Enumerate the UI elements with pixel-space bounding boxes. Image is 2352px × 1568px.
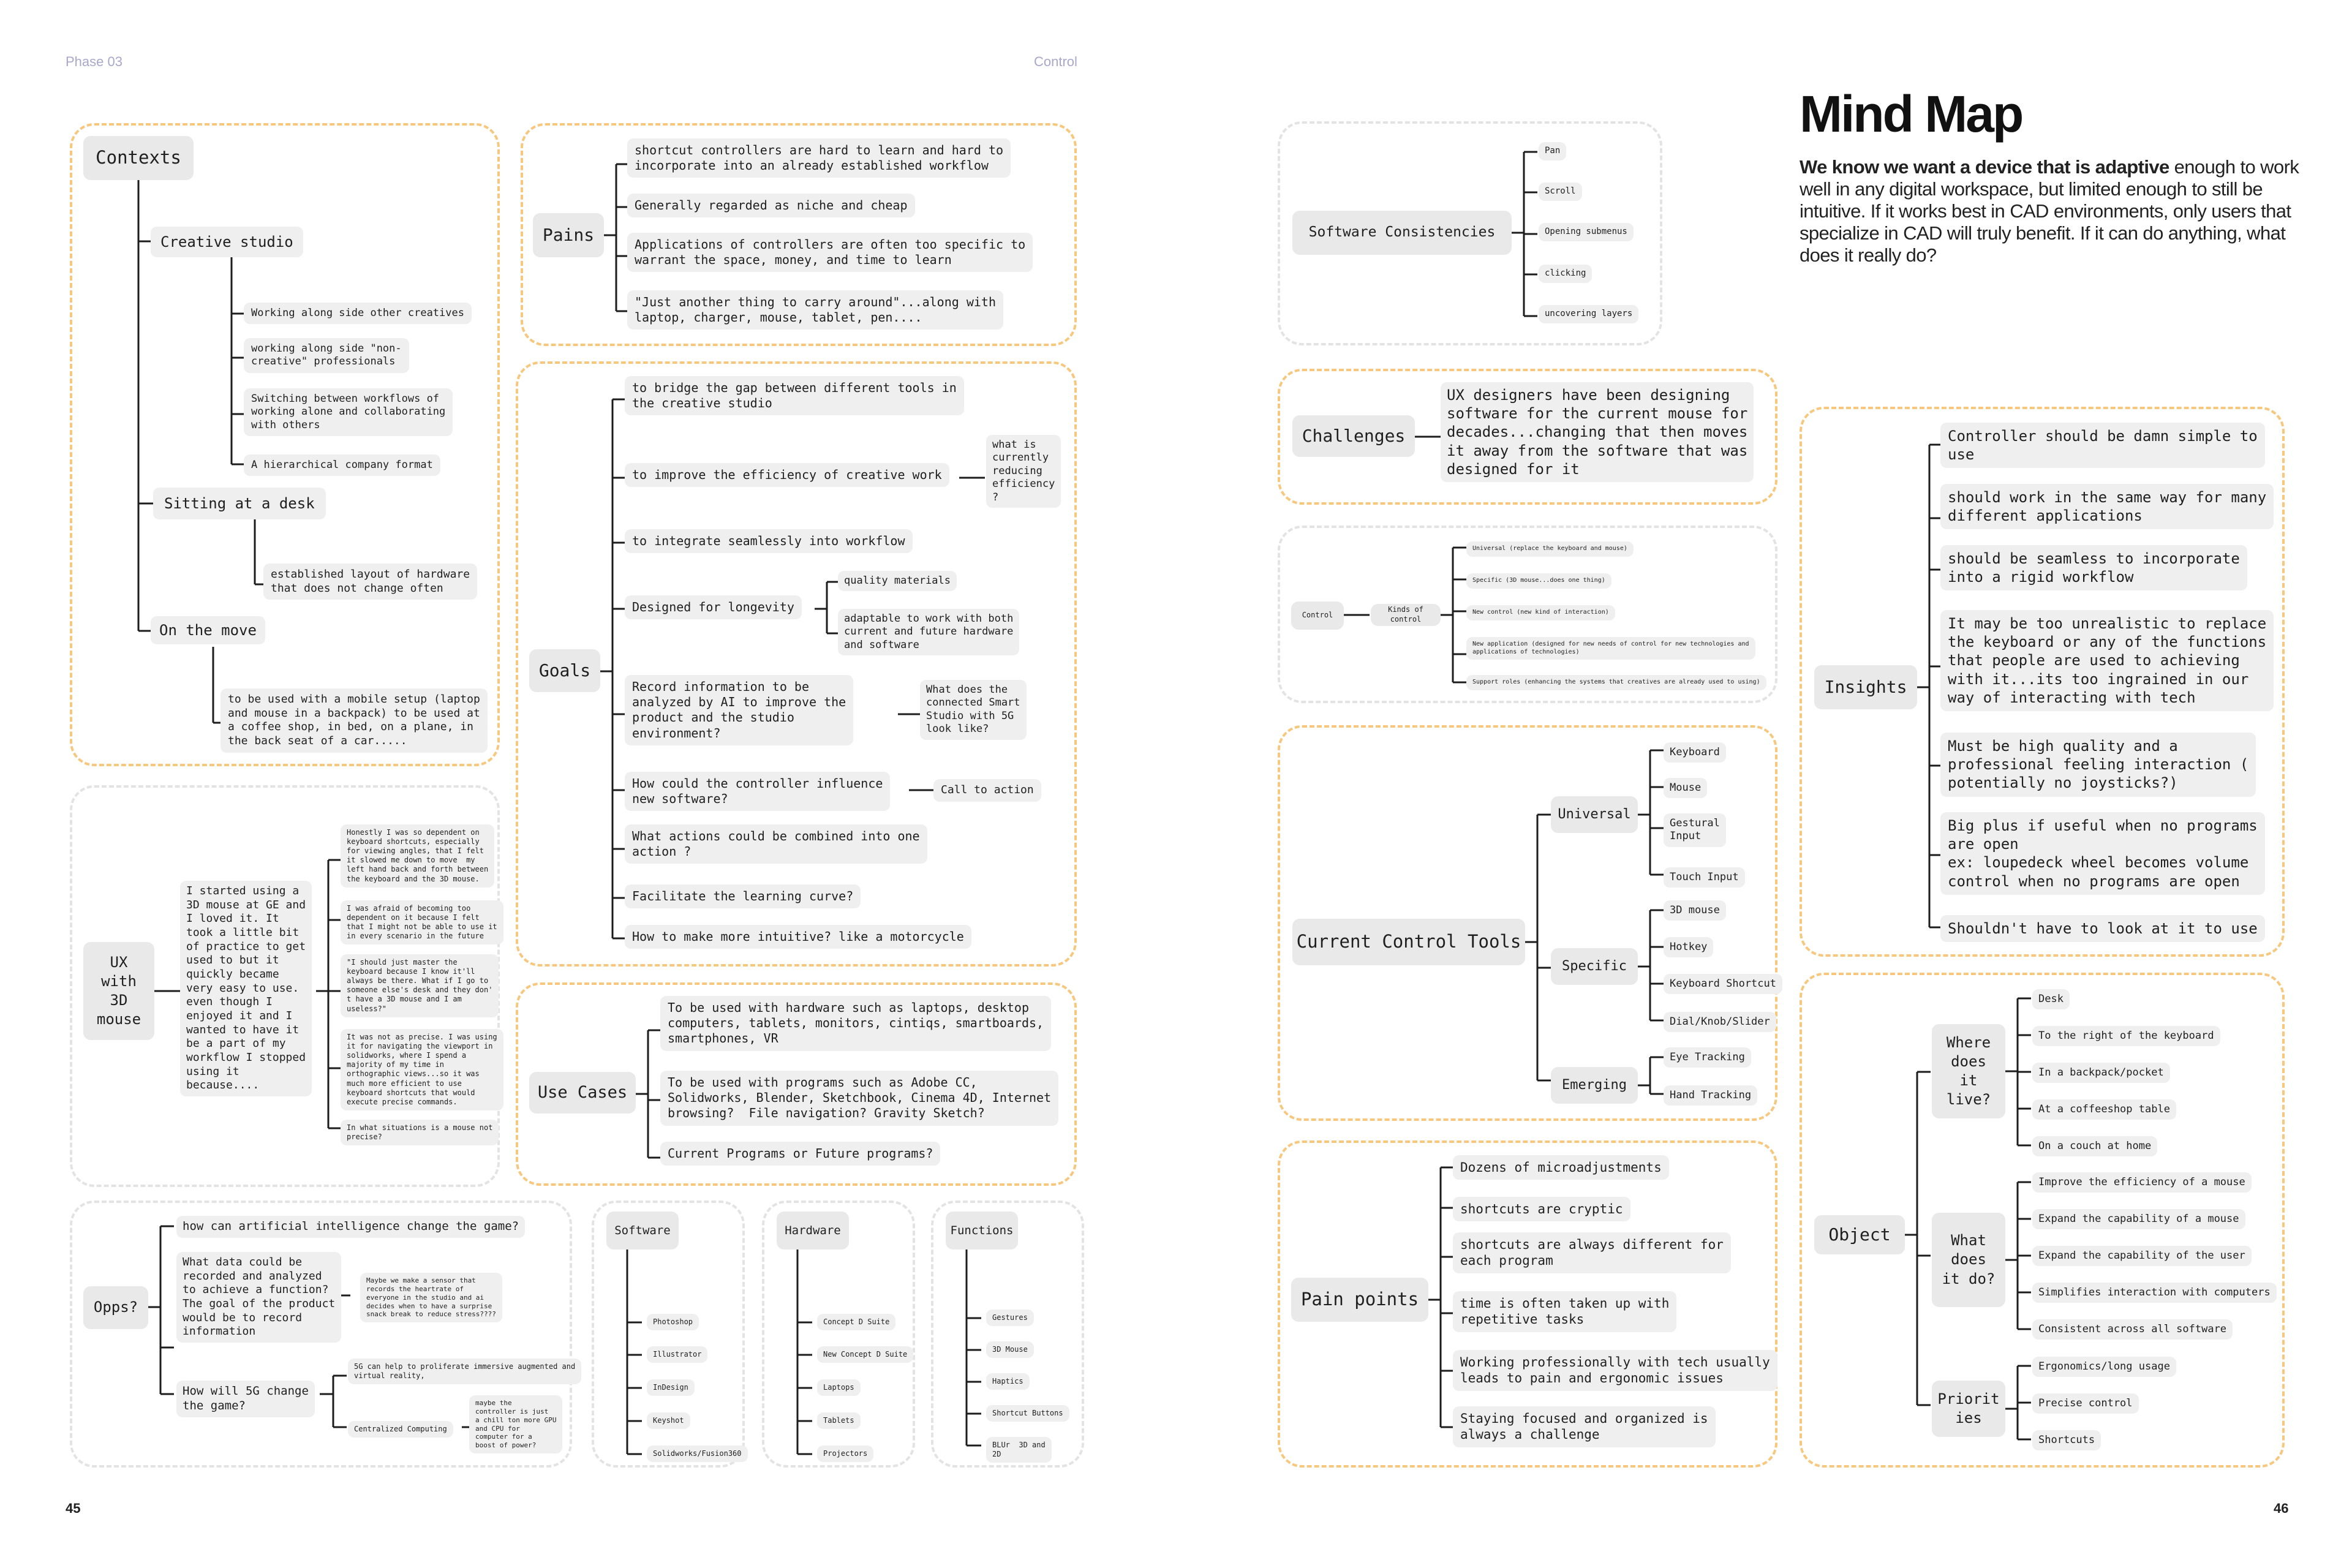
- goals-item: What actions could be combined into one action ?: [625, 824, 927, 864]
- ux3d-summary: I started using a 3D mouse at GE and I loved it. It took a little bit of practice to get used to but it quickly became very easy to use. even though I enjoyed it and I wanted to have it be a part of my workflow I stopped using it because....: [180, 881, 312, 1096]
- object-group-label: What does it do?: [1932, 1213, 2005, 1307]
- tools-item: Mouse: [1664, 778, 1707, 798]
- header-phase: Phase 03: [66, 54, 123, 69]
- object-item: Shortcuts: [2032, 1430, 2101, 1450]
- page-number-left: 45: [66, 1501, 81, 1516]
- goals-item: Record information to be analyzed by AI to improve the product and the studio environment?: [625, 675, 853, 745]
- softcons-item: Opening submenus: [1539, 223, 1634, 241]
- object-item: To the right of the keyboard: [2032, 1026, 2220, 1046]
- object-item: Simplifies interaction with computers: [2032, 1283, 2277, 1303]
- opps-q3-a: 5G can help to proliferate immersive augmented and virtual reality,: [348, 1359, 581, 1384]
- pains-item: shortcut controllers are hard to learn and hard to incorporate into an already established workflow: [627, 138, 1011, 178]
- object-item: Expand the capability of the user: [2032, 1246, 2252, 1266]
- painpoints-item: Dozens of microadjustments: [1453, 1155, 1669, 1180]
- pains-item: Generally regarded as niche and cheap: [627, 194, 915, 217]
- goals-item: How to make more intuitive? like a motorcycle: [625, 925, 971, 949]
- tools-item: Keyboard: [1664, 742, 1726, 763]
- object-item: Improve the efficiency of a mouse: [2032, 1172, 2252, 1193]
- hardware-label: Hardware: [777, 1212, 849, 1250]
- object-item: Precise control: [2032, 1393, 2139, 1414]
- tools-group-label: Specific: [1551, 948, 1638, 985]
- goals-item: to bridge the gap between different tools in the creative studio: [625, 376, 964, 415]
- insights-item: should work in the same way for many different applications: [1940, 484, 2274, 529]
- object-item: Consistent across all software: [2032, 1319, 2233, 1340]
- goals-cta: Call to action: [933, 779, 1041, 802]
- tools-item: 3D mouse: [1664, 900, 1726, 921]
- opps-q1: how can artificial intelligence change the game?: [176, 1216, 525, 1238]
- softcons-item: uncovering layers: [1539, 305, 1638, 323]
- softcons-item: Scroll: [1539, 183, 1582, 201]
- context-move: On the move: [151, 616, 265, 644]
- painpoints-item: Working professionally with tech usually leads to pain and ergonomic issues: [1453, 1350, 1777, 1391]
- object-group-label: Priorit ies: [1932, 1381, 2005, 1437]
- creative-item: A hierarchical company format: [244, 454, 440, 476]
- ux3d-item: "I should just master the keyboard because I know it'll always be there. What if I go to someone else's desk and they don' t have a 3D mouse and I am useless?": [341, 954, 499, 1017]
- control-item: Universal (replace the keyboard and mouse): [1466, 541, 1634, 557]
- usecases-item: To be used with hardware such as laptops, desktop computers, tablets, monitors, cintiqs, smartboards, smartphones, VR: [660, 996, 1051, 1051]
- painpoints-item: shortcuts are cryptic: [1453, 1197, 1630, 1221]
- ux3d-label: UX with 3D mouse: [83, 942, 154, 1040]
- object-item: Ergonomics/long usage: [2032, 1357, 2176, 1377]
- page-title: Mind Map: [1800, 85, 2022, 143]
- goals-efficiency-note: what is currently reducing efficiency ?: [986, 435, 1061, 508]
- tools-group-label: Universal: [1551, 796, 1638, 833]
- opps-q2-note: Maybe we make a sensor that records the heartrate of everyone in the studio and ai decides when to have a surprise snack break to reduce stress????: [360, 1273, 502, 1322]
- ux3d-item: It was not as precise. I was using it for navigating the viewport in solidworks, where I spend a majority of my time in orthographic views...so it was much more efficient to use keyboard shortcuts that would execute precise commands.: [341, 1029, 503, 1110]
- control-item: Specific (3D mouse...does one thing): [1466, 573, 1611, 589]
- goals-item: Facilitate the learning curve?: [625, 884, 861, 908]
- pains-item: "Just another thing to carry around"...along with laptop, charger, mouse, tablet, pen....: [627, 290, 1003, 330]
- tools-item: Keyboard Shortcut: [1664, 974, 1782, 994]
- object-group-label: Where does it live?: [1932, 1024, 2005, 1118]
- object-item: At a coffeeshop table: [2032, 1099, 2176, 1120]
- hardware-item: Projectors: [817, 1446, 873, 1462]
- opps-q2: What data could be recorded and analyzed to achieve a function? The goal of the product would be to record information: [176, 1252, 341, 1343]
- insights-item: Must be high quality and a professional feeling interaction ( potentially no joysticks?): [1940, 733, 2256, 797]
- functions-item: Haptics: [986, 1373, 1030, 1390]
- control-label: Control: [1291, 601, 1344, 630]
- functions-label: Functions: [946, 1212, 1018, 1250]
- insights-item: Shouldn't have to look at it to use: [1940, 915, 2265, 942]
- goals-item: to integrate seamlessly into workflow: [625, 529, 913, 553]
- hardware-item: New Concept D Suite: [817, 1346, 913, 1363]
- tools-item: Hotkey: [1664, 937, 1713, 957]
- creative-item: Switching between workflows of working alone and collaborating with others: [244, 388, 453, 436]
- control-kinds: Kinds of control: [1371, 604, 1441, 626]
- tools-item: Eye Tracking: [1664, 1047, 1751, 1068]
- creative-item: Working along side other creatives: [244, 303, 472, 324]
- goals-ai-note: What does the connected Smart Studio with 5G look like?: [920, 680, 1027, 740]
- ux3d-item: Honestly I was so dependent on keyboard shortcuts, especially for viewing angles, that I felt it slowed me down to move my left hand back and forth between the keyboard and the 3D mouse.: [341, 824, 494, 888]
- object-item: Desk: [2032, 989, 2070, 1009]
- pains-label: Pains: [533, 213, 604, 257]
- functions-item: Gestures: [986, 1310, 1034, 1326]
- tools-item: Hand Tracking: [1664, 1085, 1757, 1106]
- painpoints-item: time is often taken up with repetitive tasks: [1453, 1291, 1676, 1332]
- hardware-item: Tablets: [817, 1412, 861, 1429]
- functions-item: 3D Mouse: [986, 1341, 1034, 1358]
- softcons-item: clicking: [1539, 265, 1592, 283]
- object-item: In a backpack/pocket: [2032, 1063, 2170, 1083]
- goals-longevity-b: adaptable to work with both current and future hardware and software: [838, 609, 1019, 655]
- goals-item: How could the controller influence new software?: [625, 772, 890, 811]
- insights-item: should be seamless to incorporate into a rigid workflow: [1940, 545, 2247, 590]
- goals-item: to improve the efficiency of creative work: [625, 463, 949, 487]
- context-desk: Sitting at a desk: [153, 488, 326, 519]
- ux3d-item: I was afraid of becoming too dependent on it because I felt that I might not be able to use it in every scenario in the future: [341, 900, 503, 944]
- software-item: InDesign: [647, 1379, 695, 1396]
- challenges-label: Challenges: [1292, 415, 1415, 457]
- header-section: Control: [1034, 54, 1077, 69]
- object-item: Expand the capability of a mouse: [2032, 1209, 2245, 1229]
- insights-item: It may be too unrealistic to replace the keyboard or any of the functions that people are used to achieving with it...its too ingrained in our way of interacting with tech: [1940, 610, 2274, 711]
- tools-label: Current Control Tools: [1292, 919, 1525, 965]
- contexts-panel: [70, 123, 500, 766]
- software-label: Software: [606, 1212, 679, 1250]
- tools-item: Dial/Knob/Slider: [1664, 1012, 1776, 1032]
- control-item: New control (new kind of interaction): [1466, 605, 1615, 620]
- painpoints-label: Pain points: [1291, 1278, 1428, 1322]
- opps-q3: How will 5G change the game?: [176, 1381, 315, 1417]
- painpoints-item: Staying focused and organized is always a challenge: [1453, 1406, 1716, 1447]
- usecases-item: Current Programs or Future programs?: [660, 1142, 940, 1166]
- contexts-label: Contexts: [83, 136, 194, 180]
- page-number-right: 46: [2274, 1501, 2289, 1516]
- insights-label: Insights: [1814, 665, 1917, 709]
- control-item: New application (designed for new needs of control for new technologies and applications of technologies): [1466, 637, 1755, 660]
- hardware-item: Laptops: [817, 1379, 861, 1396]
- insights-item: Controller should be damn simple to use: [1940, 423, 2265, 468]
- softcons-item: Pan: [1539, 142, 1566, 160]
- creative-item: working along side "non- creative" professionals: [244, 338, 409, 373]
- control-item: Support roles (enhancing the systems that creatives are already used to using): [1466, 675, 1766, 690]
- desk-item: established layout of hardware that does not change often: [263, 564, 477, 600]
- object-label: Object: [1814, 1215, 1905, 1254]
- software-item: Illustrator: [647, 1346, 707, 1363]
- softcons-label: Software Consistencies: [1292, 211, 1512, 255]
- tools-item: Touch Input: [1664, 867, 1745, 888]
- object-item: On a couch at home: [2032, 1136, 2157, 1156]
- functions-item: BLUr 3D and 2D: [986, 1437, 1052, 1463]
- opps-q3-b-note: maybe the controller is just a chill ton more GPU and CPU for computer for a boost of power?: [469, 1395, 562, 1453]
- insights-item: Big plus if useful when no programs are open ex: loupedeck wheel becomes volume control when no programs are open: [1940, 812, 2265, 895]
- challenges-text: UX designers have been designing software for the current mouse for decades...changing that then moves it away from the software that was designed for it: [1441, 382, 1754, 482]
- opps-q3-b: Centralized Computing: [348, 1421, 453, 1438]
- goals-longevity-a: quality materials: [838, 571, 957, 591]
- software-item: Keyshot: [647, 1412, 690, 1429]
- context-creative-studio: Creative studio: [151, 227, 303, 257]
- goals-label: Goals: [529, 649, 600, 692]
- painpoints-item: shortcuts are always different for each program: [1453, 1232, 1731, 1273]
- functions-item: Shortcut Buttons: [986, 1405, 1069, 1422]
- software-item: Solidworks/Fusion360: [647, 1446, 748, 1462]
- tools-group-label: Emerging: [1551, 1067, 1638, 1104]
- hardware-item: Concept D Suite: [817, 1314, 895, 1330]
- usecases-label: Use Cases: [529, 1072, 636, 1114]
- ux3d-item: In what situations is a mouse not precise?: [341, 1120, 499, 1145]
- move-item: to be used with a mobile setup (laptop and mouse in a backpack) to be used at a coffee shop, in bed, on a plane, in the back seat of a car.....: [221, 688, 488, 753]
- tools-item: Gestural Input: [1664, 813, 1726, 847]
- pains-item: Applications of controllers are often too specific to warrant the space, money, and time to learn: [627, 233, 1033, 272]
- goals-item: Designed for longevity: [625, 595, 802, 619]
- intro-bold: We know we want a device that is adaptive: [1800, 156, 2169, 178]
- opps-label: Opps?: [83, 1286, 148, 1329]
- software-item: Photoshop: [647, 1314, 699, 1330]
- usecases-item: To be used with programs such as Adobe CC, Solidworks, Blender, Sketchbook, Cinema 4D, Internet browsing? File navigation? Gravity Sketch?: [660, 1071, 1058, 1126]
- intro-rest: enough to work well in any digital workspace, but limited enough to still be intuitive. If it works best in CAD environments, only users that specialize in CAD will truly benefit. If it can do anything, what does it really do?: [1800, 156, 2299, 266]
